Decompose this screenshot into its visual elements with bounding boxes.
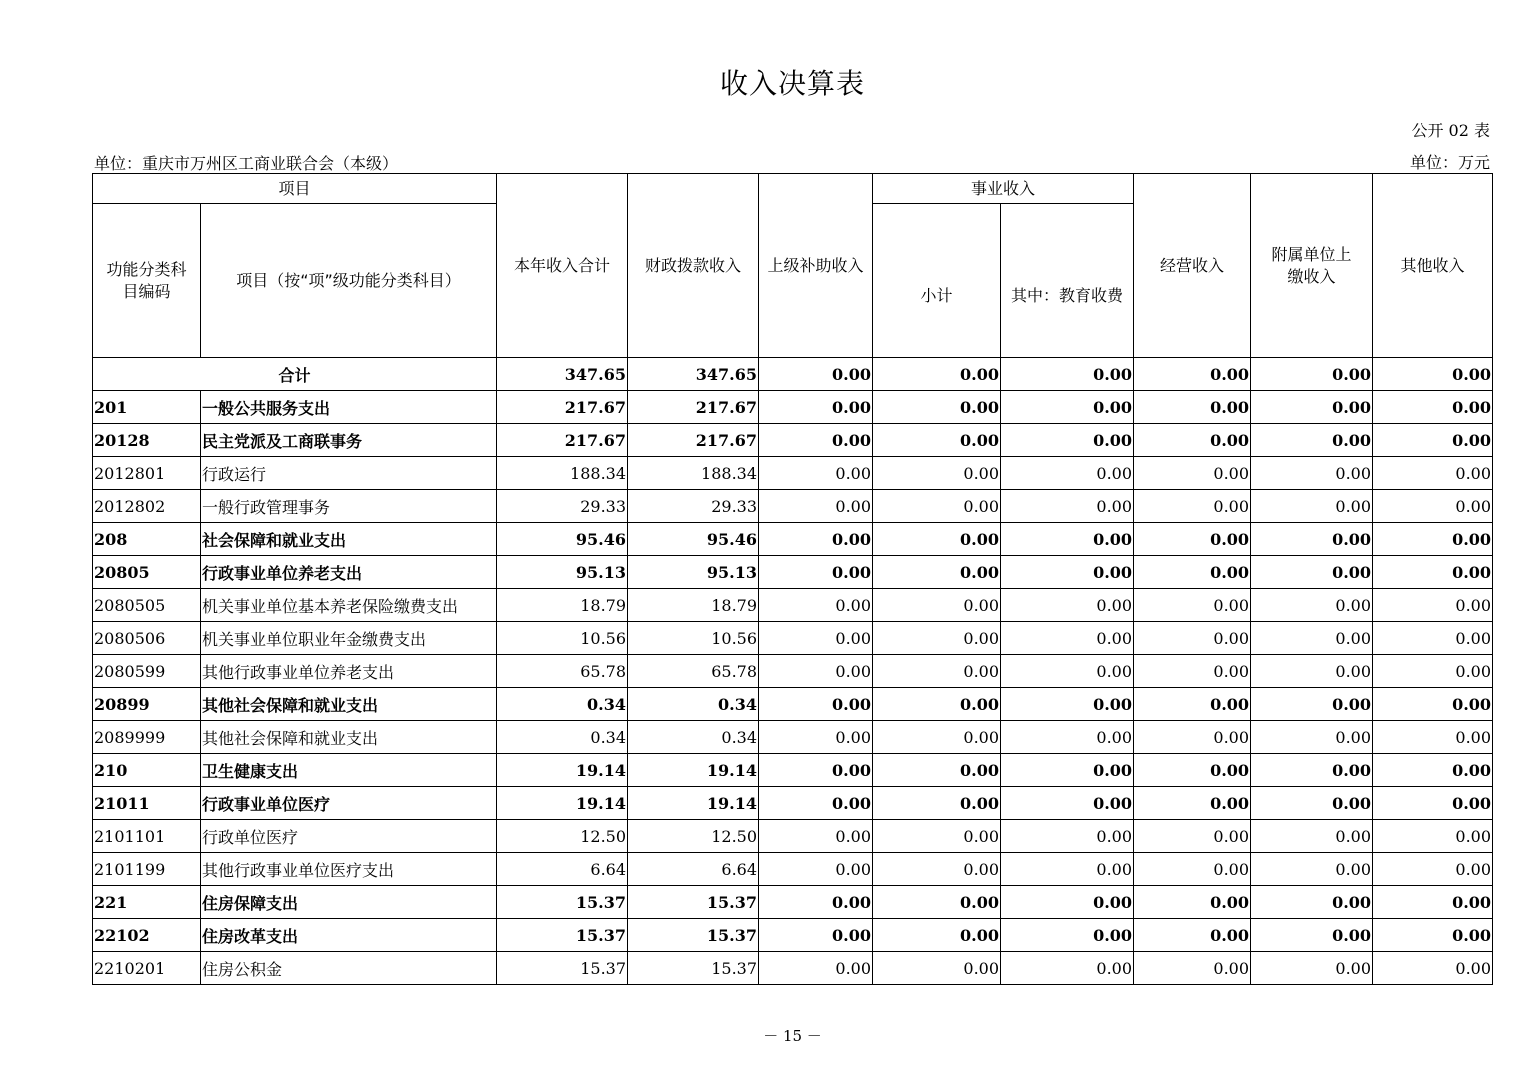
row-value: 6.64 [628, 853, 759, 886]
table-row [93, 721, 1493, 754]
row-value: 0.00 [759, 589, 873, 622]
row-value: 0.00 [759, 754, 873, 787]
row-value: 0.00 [873, 523, 1001, 556]
row-value: 6.64 [497, 853, 628, 886]
table-row [93, 754, 1493, 787]
row-value: 0.00 [1251, 391, 1373, 424]
total-label: 合计 [93, 358, 497, 391]
row-value: 10.56 [628, 622, 759, 655]
row-value: 0.00 [1001, 886, 1134, 919]
row-value: 0.00 [1134, 556, 1251, 589]
row-name: 其他行政事业单位养老支出 [201, 655, 497, 688]
row-value: 15.37 [628, 886, 759, 919]
row-value: 0.00 [1134, 424, 1251, 457]
total-value: 0.00 [1134, 358, 1251, 391]
row-value: 10.56 [497, 622, 628, 655]
table-row [93, 787, 1493, 820]
row-value: 0.00 [1251, 556, 1373, 589]
row-value: 95.13 [628, 556, 759, 589]
row-value: 29.33 [628, 490, 759, 523]
row-value: 0.00 [873, 919, 1001, 952]
row-value: 95.46 [628, 523, 759, 556]
row-value: 0.00 [759, 688, 873, 721]
row-value: 0.00 [759, 655, 873, 688]
total-value: 0.00 [1001, 358, 1134, 391]
row-value: 0.00 [1251, 424, 1373, 457]
row-value: 0.00 [1251, 787, 1373, 820]
row-value: 0.00 [1001, 952, 1134, 985]
row-value: 0.00 [1134, 655, 1251, 688]
row-value: 15.37 [497, 886, 628, 919]
row-value: 0.00 [1373, 556, 1493, 589]
row-value: 0.00 [873, 721, 1001, 754]
income-table [92, 173, 1493, 985]
row-value: 0.00 [1134, 787, 1251, 820]
row-name: 行政事业单位医疗 [201, 787, 497, 820]
row-value: 0.00 [1001, 391, 1134, 424]
total-value: 0.00 [759, 358, 873, 391]
row-value: 0.00 [1373, 919, 1493, 952]
table-row [93, 424, 1493, 457]
row-value: 0.00 [1134, 523, 1251, 556]
row-value: 95.46 [497, 523, 628, 556]
row-value: 0.00 [1134, 886, 1251, 919]
row-value: 0.00 [759, 721, 873, 754]
row-value: 217.67 [628, 391, 759, 424]
row-value: 0.00 [759, 919, 873, 952]
row-value: 0.00 [873, 952, 1001, 985]
row-name: 行政单位医疗 [201, 820, 497, 853]
row-name: 住房保障支出 [201, 886, 497, 919]
table-row [93, 589, 1493, 622]
row-code: 21011 [93, 787, 201, 820]
row-code: 210 [93, 754, 201, 787]
row-value: 0.00 [759, 391, 873, 424]
row-value: 0.00 [1134, 457, 1251, 490]
header-business-income: 事业收入 [873, 174, 1134, 204]
header-other: 其他收入 [1373, 174, 1493, 358]
table-row [93, 457, 1493, 490]
row-code: 2080505 [93, 589, 201, 622]
row-value: 0.00 [1373, 853, 1493, 886]
row-value: 0.00 [759, 556, 873, 589]
row-value: 15.37 [628, 952, 759, 985]
row-code: 201 [93, 391, 201, 424]
row-value: 0.00 [873, 655, 1001, 688]
row-value: 0.00 [1373, 490, 1493, 523]
row-value: 0.00 [1134, 589, 1251, 622]
row-value: 0.00 [1001, 853, 1134, 886]
row-value: 15.37 [497, 919, 628, 952]
row-value: 0.00 [873, 688, 1001, 721]
row-value: 0.34 [497, 721, 628, 754]
row-value: 0.00 [1001, 787, 1134, 820]
row-value: 0.00 [1373, 787, 1493, 820]
row-value: 0.00 [1373, 391, 1493, 424]
row-value: 19.14 [497, 787, 628, 820]
row-value: 0.00 [759, 457, 873, 490]
total-row [93, 358, 1493, 391]
row-value: 0.00 [1134, 721, 1251, 754]
row-value: 0.00 [759, 787, 873, 820]
row-value: 0.00 [759, 490, 873, 523]
row-name: 行政事业单位养老支出 [201, 556, 497, 589]
row-value: 0.00 [1251, 952, 1373, 985]
row-name: 住房改革支出 [201, 919, 497, 952]
row-code: 2210201 [93, 952, 201, 985]
row-value: 0.00 [873, 424, 1001, 457]
row-value: 0.00 [873, 391, 1001, 424]
row-value: 0.00 [1134, 952, 1251, 985]
row-value: 0.00 [1134, 919, 1251, 952]
row-value: 19.14 [628, 787, 759, 820]
row-value: 0.00 [1134, 391, 1251, 424]
unit-money: 单位：万元 [1409, 153, 1490, 172]
row-value: 15.37 [497, 952, 628, 985]
row-value: 0.00 [1001, 688, 1134, 721]
row-code: 20128 [93, 424, 201, 457]
row-code: 2012802 [93, 490, 201, 523]
row-value: 0.00 [759, 886, 873, 919]
row-code: 208 [93, 523, 201, 556]
table-row [93, 622, 1493, 655]
row-value: 0.00 [1251, 622, 1373, 655]
row-value: 0.00 [1373, 523, 1493, 556]
row-value: 0.00 [1001, 721, 1134, 754]
header-code: 功能分类科目编码 [93, 204, 201, 358]
row-value: 0.00 [1251, 721, 1373, 754]
header-education: 其中：教育收费 [1001, 204, 1134, 358]
row-value: 0.00 [873, 457, 1001, 490]
row-value: 0.00 [1251, 886, 1373, 919]
row-value: 29.33 [497, 490, 628, 523]
header-subsidy: 上级补助收入 [759, 174, 873, 358]
table-row [93, 556, 1493, 589]
row-value: 0.00 [1001, 523, 1134, 556]
row-value: 0.00 [1134, 754, 1251, 787]
row-value: 0.00 [1251, 490, 1373, 523]
table-row [93, 391, 1493, 424]
row-code: 2080506 [93, 622, 201, 655]
row-value: 0.00 [1001, 490, 1134, 523]
row-name: 卫生健康支出 [201, 754, 497, 787]
row-code: 20805 [93, 556, 201, 589]
row-value: 0.00 [873, 820, 1001, 853]
table-row [93, 688, 1493, 721]
row-value: 0.00 [1373, 424, 1493, 457]
row-value: 0.00 [759, 952, 873, 985]
row-value: 0.00 [1251, 688, 1373, 721]
row-code: 20899 [93, 688, 201, 721]
row-value: 0.00 [873, 787, 1001, 820]
row-name: 机关事业单位基本养老保险缴费支出 [201, 589, 497, 622]
row-value: 0.00 [1001, 919, 1134, 952]
row-value: 0.00 [1001, 424, 1134, 457]
row-code: 221 [93, 886, 201, 919]
row-value: 0.00 [759, 853, 873, 886]
table-row [93, 820, 1493, 853]
row-name: 其他社会保障和就业支出 [201, 721, 497, 754]
row-value: 0.34 [628, 721, 759, 754]
table-row [93, 919, 1493, 952]
row-name: 一般行政管理事务 [201, 490, 497, 523]
header-operating: 经营收入 [1134, 174, 1251, 358]
row-code: 22102 [93, 919, 201, 952]
table-row [93, 886, 1493, 919]
row-value: 0.00 [1373, 589, 1493, 622]
row-value: 65.78 [497, 655, 628, 688]
row-name: 行政运行 [201, 457, 497, 490]
header-affiliate: 附属单位上缴收入 [1251, 174, 1373, 358]
row-value: 0.00 [1251, 919, 1373, 952]
row-value: 0.00 [759, 820, 873, 853]
row-value: 0.34 [497, 688, 628, 721]
row-value: 65.78 [628, 655, 759, 688]
row-value: 15.37 [628, 919, 759, 952]
row-name: 民主党派及工商联事务 [201, 424, 497, 457]
row-value: 0.34 [628, 688, 759, 721]
row-value: 12.50 [628, 820, 759, 853]
row-value: 217.67 [628, 424, 759, 457]
row-value: 18.79 [628, 589, 759, 622]
row-value: 0.00 [1373, 721, 1493, 754]
row-value: 0.00 [873, 853, 1001, 886]
row-value: 188.34 [628, 457, 759, 490]
row-value: 0.00 [1251, 853, 1373, 886]
row-value: 0.00 [1373, 457, 1493, 490]
row-value: 0.00 [759, 424, 873, 457]
row-code: 2089999 [93, 721, 201, 754]
row-name: 一般公共服务支出 [201, 391, 497, 424]
row-value: 0.00 [1001, 754, 1134, 787]
table-row [93, 523, 1493, 556]
row-value: 18.79 [497, 589, 628, 622]
row-name: 机关事业单位职业年金缴费支出 [201, 622, 497, 655]
row-value: 0.00 [1134, 490, 1251, 523]
total-value: 347.65 [497, 358, 628, 391]
row-value: 12.50 [497, 820, 628, 853]
row-value: 95.13 [497, 556, 628, 589]
row-value: 217.67 [497, 391, 628, 424]
row-value: 0.00 [759, 523, 873, 556]
row-value: 0.00 [1373, 820, 1493, 853]
row-name: 其他社会保障和就业支出 [201, 688, 497, 721]
row-code: 2080599 [93, 655, 201, 688]
row-value: 0.00 [1001, 820, 1134, 853]
row-value: 188.34 [497, 457, 628, 490]
row-code: 2101101 [93, 820, 201, 853]
row-value: 0.00 [1134, 853, 1251, 886]
row-value: 0.00 [1001, 655, 1134, 688]
row-value: 0.00 [1001, 589, 1134, 622]
row-value: 0.00 [1373, 688, 1493, 721]
row-value: 0.00 [1001, 622, 1134, 655]
header-total: 本年收入合计 [497, 174, 628, 358]
row-value: 0.00 [873, 556, 1001, 589]
unit-organization: 单位：重庆市万州区工商业联合会（本级） [94, 154, 399, 173]
total-value: 0.00 [1251, 358, 1373, 391]
total-value: 0.00 [1373, 358, 1493, 391]
table-row [93, 853, 1493, 886]
row-value: 0.00 [873, 622, 1001, 655]
row-value: 0.00 [1251, 589, 1373, 622]
row-value: 0.00 [1251, 655, 1373, 688]
table-row [93, 655, 1493, 688]
row-name: 住房公积金 [201, 952, 497, 985]
row-value: 0.00 [1373, 754, 1493, 787]
table-row [93, 952, 1493, 985]
table-row [93, 490, 1493, 523]
row-value: 0.00 [1001, 457, 1134, 490]
row-value: 0.00 [1251, 754, 1373, 787]
row-value: 0.00 [1373, 886, 1493, 919]
row-name: 其他行政事业单位医疗支出 [201, 853, 497, 886]
form-number: 公开 02 表 [1411, 121, 1490, 140]
row-value: 19.14 [497, 754, 628, 787]
header-project: 项目 [93, 174, 497, 204]
header-item: 项目（按“项”级功能分类科目） [201, 204, 497, 358]
row-code: 2012801 [93, 457, 201, 490]
row-value: 0.00 [1134, 820, 1251, 853]
page-title: 收入决算表 [719, 67, 865, 100]
row-value: 0.00 [1251, 820, 1373, 853]
row-value: 0.00 [873, 589, 1001, 622]
page-number: － 15 － [763, 1027, 822, 1045]
total-value: 347.65 [628, 358, 759, 391]
row-value: 0.00 [1251, 457, 1373, 490]
row-code: 2101199 [93, 853, 201, 886]
total-value: 0.00 [873, 358, 1001, 391]
row-value: 217.67 [497, 424, 628, 457]
row-value: 0.00 [1251, 523, 1373, 556]
row-value: 0.00 [1134, 688, 1251, 721]
row-value: 0.00 [759, 622, 873, 655]
row-value: 0.00 [873, 886, 1001, 919]
row-value: 0.00 [1001, 556, 1134, 589]
header-fiscal: 财政拨款收入 [628, 174, 759, 358]
row-value: 0.00 [1373, 952, 1493, 985]
row-value: 0.00 [1134, 622, 1251, 655]
row-name: 社会保障和就业支出 [201, 523, 497, 556]
row-value: 0.00 [1373, 655, 1493, 688]
header-subtotal: 小计 [873, 204, 1001, 358]
row-value: 0.00 [1373, 622, 1493, 655]
row-value: 0.00 [873, 754, 1001, 787]
row-value: 0.00 [873, 490, 1001, 523]
row-value: 19.14 [628, 754, 759, 787]
